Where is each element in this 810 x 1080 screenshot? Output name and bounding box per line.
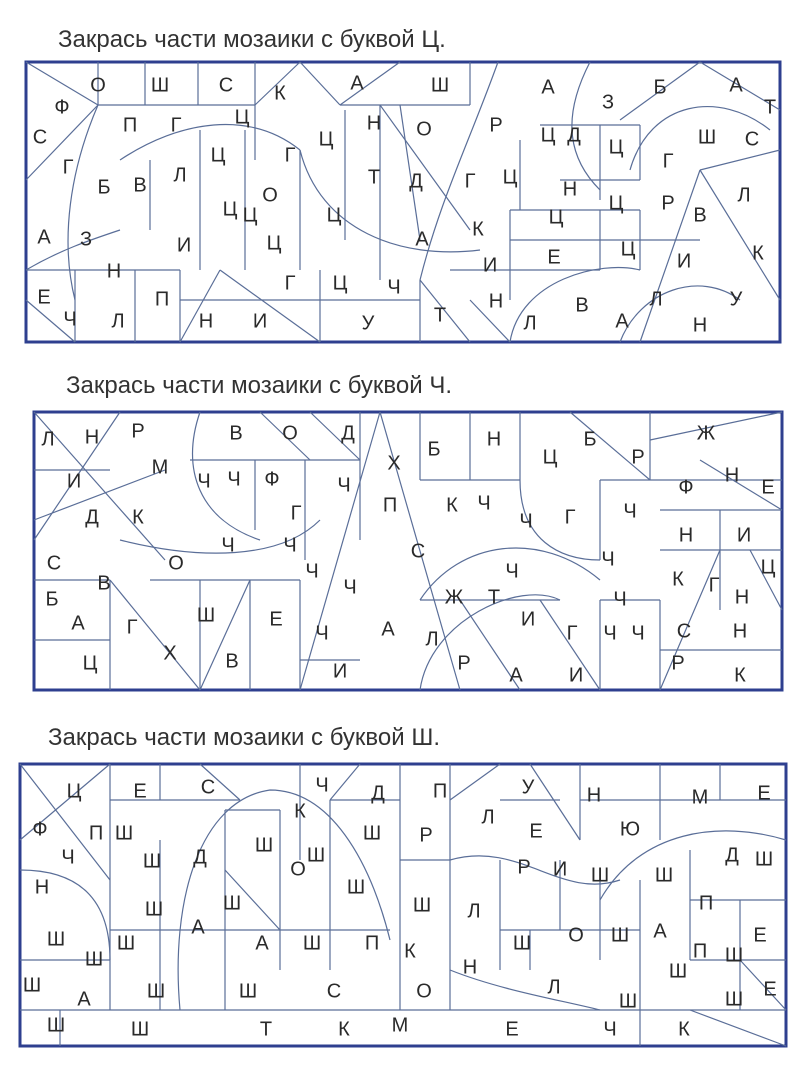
mosaic-2-letter-15: Ч [337, 474, 351, 497]
mosaic-3-letter-16: Л [481, 806, 495, 829]
mosaic-2-letter-27: Ч [477, 492, 491, 515]
mosaic-2-letter-44: К [672, 568, 684, 591]
mosaic-3-letter-0: Ц [66, 780, 82, 803]
mosaic-3-letter-31: Ш [144, 898, 164, 921]
mosaic-2-letter-4: О [282, 422, 298, 445]
mosaic-2-letter-49: Ч [613, 588, 627, 611]
mosaic-2-letter-25: П [382, 494, 398, 517]
mosaic-2-letter-24: Г [290, 502, 302, 525]
mosaic-2-letter-18: Р [631, 446, 645, 469]
mosaic-1-letter-44: Ц [326, 204, 342, 227]
mosaic-2-letter-70: И [568, 664, 584, 687]
mosaic-3-letter-36: Ш [654, 864, 674, 887]
mosaic-1-letter-19: Р [489, 114, 503, 137]
mosaic-2-letter-3: В [229, 422, 243, 445]
mosaic-3-letter-43: П [364, 932, 380, 955]
mosaic-1-letter-61: Е [37, 286, 51, 309]
mosaic-1-letter-18: О [416, 118, 432, 141]
mosaic-2-letter-17: Ц [542, 446, 558, 469]
mosaic-3-letter-64: Е [763, 978, 777, 1001]
mosaic-1-letter-46: Ц [548, 206, 564, 229]
mosaic-1-letter-11: Ф [54, 96, 70, 119]
mosaic-3-letter-3: Ч [315, 774, 329, 797]
mosaic-2-letter-10: И [66, 470, 82, 493]
mosaic-1-letter-51: А [37, 226, 51, 249]
mosaic-3-letter-20: Ш [142, 850, 162, 873]
mosaic-2-letter-1: Н [84, 426, 100, 449]
mosaic-3-letter-12: Ш [114, 822, 134, 845]
mosaic-3-letter-68: К [338, 1018, 350, 1041]
mosaic-3-letter-14: Ш [362, 822, 382, 845]
mosaic-2-letter-16: Х [387, 452, 401, 475]
mosaic-1-letter-70: И [252, 310, 268, 333]
mosaic-2-letter-29: Г [564, 506, 576, 529]
mosaic-3-letter-6: У [521, 776, 535, 799]
mosaic-3-letter-23: Ш [306, 844, 326, 867]
mosaic-2-letter-60: Г [126, 616, 138, 639]
mosaic-1-letter-7: З [601, 91, 615, 114]
mosaic-1-letter-34: Г [464, 170, 476, 193]
mosaic-3-letter-11: П [88, 822, 104, 845]
mosaic-1-letter-9: А [729, 74, 743, 97]
mosaic-2-letter-5: Д [341, 422, 355, 445]
mosaic-3-letter-52: Ш [724, 944, 744, 967]
mosaic-1-letter-49: И [176, 234, 192, 257]
mosaic-2-letter-41: В [97, 572, 111, 595]
mosaic-2-letter-63: А [381, 618, 395, 641]
mosaic-2-letter-8: Б [583, 428, 597, 451]
mosaic-2-letter-31: Н [678, 524, 694, 547]
mosaic-3-letter-71: Ч [603, 1018, 617, 1041]
mosaic-2-frame [34, 412, 782, 690]
mosaic-1-letter-63: Н [198, 310, 214, 333]
mosaic-3-letter-65: Ш [46, 1014, 66, 1037]
mosaic-3-letter-56: Ш [146, 980, 166, 1003]
mosaic-2-lines [34, 412, 782, 690]
mosaic-1-letter-73: Л [523, 312, 537, 335]
mosaic-2-letter-11: М [151, 456, 169, 479]
mosaic-1-letter-74: А [615, 310, 629, 333]
mosaic-3-letter-51: П [692, 940, 708, 963]
mosaic-3-letter-63: Ш [724, 988, 744, 1011]
mosaic-2-letter-38: Ч [305, 560, 319, 583]
mosaic-1-letter-39: Р [661, 192, 675, 215]
mosaic-1-letter-66: У [729, 288, 743, 311]
mosaic-1-letter-41: Л [737, 184, 751, 207]
mosaic-3-letter-34: Л [467, 900, 481, 923]
mosaic-2-letter-23: К [132, 506, 144, 529]
mosaic-1-letter-12: С [32, 126, 48, 149]
mosaic-2-letter-54: И [520, 608, 536, 631]
mosaic-1-letter-38: Г [662, 150, 674, 173]
mosaic-2-letter-35: Ч [283, 534, 297, 557]
mosaic-3-letter-5: П [432, 780, 448, 803]
mosaic-2-letter-46: Н [734, 586, 750, 609]
mosaic-3-letter-29: Ш [754, 848, 774, 871]
mosaic-2-letter-36: С [46, 552, 62, 575]
mosaic-2-letter-26: К [446, 494, 458, 517]
mosaic-3-letter-17: Е [529, 820, 543, 843]
mosaic-1-letter-67: Ч [387, 276, 401, 299]
mosaic-2-letter-6: Б [427, 438, 441, 461]
mosaic-1-letter-36: Н [562, 178, 578, 201]
mosaic-1-letter-10: Т [763, 96, 777, 119]
mosaic-1-letter-45: К [472, 218, 484, 241]
mosaic-2-letter-53: Е [269, 608, 283, 631]
mosaic-1-letter-21: Д [567, 124, 581, 147]
mosaic-3-letter-61: Ш [668, 960, 688, 983]
mosaic-2-letter-20: Н [724, 464, 740, 487]
mosaic-1-letter-65: Л [649, 288, 663, 311]
mosaic-3-letter-25: Ш [346, 876, 366, 899]
mosaic-2-letter-28: Ч [519, 510, 533, 533]
mosaic-2-letter-40: Ц [760, 556, 776, 579]
mosaic-2-letter-12: Ч [197, 470, 211, 493]
mosaic-1-letter-33: Д [409, 170, 423, 193]
mosaic-1-letter-47: А [415, 228, 429, 251]
mosaic-3-letter-47: Ш [512, 932, 532, 955]
mosaic-1-letter-59: Ц [332, 272, 348, 295]
mosaic-2-letter-37: О [168, 552, 184, 575]
mosaic-1-letter-13: П [122, 114, 138, 137]
mosaic-3-letter-57: Ш [238, 980, 258, 1003]
mosaic-2-letter-34: Ч [221, 534, 235, 557]
mosaic-2-letter-71: Р [671, 652, 685, 675]
mosaic-2-letter-32: И [736, 524, 752, 547]
mosaic-3-letter-62: Ш [618, 990, 638, 1013]
mosaic-3-letter-41: А [255, 932, 269, 955]
mosaic-2-letter-58: С [676, 620, 692, 643]
mosaic-3-letter-46: Ш [84, 948, 104, 971]
mosaic-3-letter-50: А [653, 920, 667, 943]
mosaic-1-letter-54: Ц [620, 238, 636, 261]
mosaic-1-letter-55: И [676, 250, 692, 273]
mosaic-3-letter-27: И [552, 858, 568, 881]
mosaic-2-letter-72: К [734, 664, 746, 687]
mosaic-1-letter-16: Ц [318, 128, 334, 151]
mosaic-3-letter-60: Л [547, 976, 561, 999]
mosaic-3-letter-32: Ш [222, 892, 242, 915]
mosaic-1-letter-62: П [154, 288, 170, 311]
mosaic-1-letter-4: А [350, 72, 364, 95]
mosaic-3-letter-30: Н [34, 876, 50, 899]
mosaic-3-letter-53: Е [753, 924, 767, 947]
mosaic-3-letter-22: Ш [254, 834, 274, 857]
mosaic-3-letter-10: Ф [32, 818, 48, 841]
mosaic-2-letter-30: Ч [623, 500, 637, 523]
mosaic-3 [20, 764, 786, 1046]
mosaic-1-letter-24: С [744, 128, 760, 151]
mosaic-2-letter-7: Н [486, 428, 502, 451]
mosaic-2-letter-42: Ч [343, 576, 357, 599]
mosaic-1-letter-75: Н [692, 314, 708, 337]
mosaic-3-letter-15: Р [419, 824, 433, 847]
mosaic-2-letter-21: Е [761, 476, 775, 499]
mosaic-1-letter-32: Т [367, 166, 381, 189]
mosaic-1-letter-69: Н [488, 290, 504, 313]
mosaic-2-letter-2: Р [131, 420, 145, 443]
mosaic-2-letter-65: Ц [82, 652, 98, 675]
mosaic-1-letter-25: Г [62, 156, 74, 179]
mosaic-3-letter-33: Ш [412, 894, 432, 917]
mosaic-3-letter-13: К [294, 800, 306, 823]
mosaic-3-letter-2: С [200, 776, 216, 799]
mosaic-3-letter-21: Д [193, 846, 207, 869]
mosaic-2-letter-56: Ч [603, 622, 617, 645]
mosaic-1-letter-72: Т [433, 304, 447, 327]
mosaic-2-letter-48: Т [487, 586, 501, 609]
mosaic-1-letter-37: Ц [608, 192, 624, 215]
mosaic-1-letter-48: З [79, 228, 93, 251]
mosaic-1-letter-64: В [575, 294, 589, 317]
mosaic-1-letter-42: О [262, 184, 278, 207]
mosaic-2-letter-55: Г [566, 622, 578, 645]
mosaic-3-letter-49: Ш [610, 924, 630, 947]
instruction-title-2: Закрась части мозаики с буквой Ч. [66, 372, 452, 399]
mosaic-3-letter-54: Ш [22, 974, 42, 997]
mosaic-1-letter-3: К [274, 82, 286, 105]
mosaic-3-letter-39: А [191, 916, 205, 939]
mosaic-1-letter-43: Ц [222, 198, 238, 221]
mosaic-3-letter-44: К [404, 940, 416, 963]
mosaic-1-letter-53: Е [547, 246, 561, 269]
mosaic-3-letter-18: Ю [619, 818, 641, 841]
mosaic-3-letter-1: Е [133, 780, 147, 803]
mosaic-1-letter-23: Ш [697, 126, 717, 149]
mosaic-2-letter-33: С [410, 540, 426, 563]
mosaic-2-letter-68: Р [457, 652, 471, 675]
mosaic-1-letter-57: Н [106, 260, 122, 283]
mosaic-3-letter-58: С [326, 980, 342, 1003]
mosaic-2-letter-39: Ч [505, 560, 519, 583]
mosaic-3-letter-7: Н [586, 784, 602, 807]
mosaic-1-letter-30: Г [284, 144, 296, 167]
instruction-title-1: Закрась части мозаики с буквой Ц. [58, 26, 446, 53]
mosaic-3-letter-28: Д [725, 844, 739, 867]
mosaic-3-letter-45: Н [462, 956, 478, 979]
mosaic-1-letter-26: Б [97, 176, 111, 199]
mosaic-2-letter-43: Ч [601, 548, 615, 571]
mosaic-2-letter-61: Х [163, 642, 177, 665]
instruction-title-3: Закрась части мозаики с буквой Ш. [48, 724, 440, 751]
mosaic-3-letter-35: Ш [590, 864, 610, 887]
mosaic-1-letter-14: Г [170, 114, 182, 137]
mosaic-1-letter-60: Ч [63, 308, 77, 331]
mosaic-3-letter-55: А [77, 988, 91, 1011]
mosaic-3-letter-4: Д [371, 782, 385, 805]
mosaic-1-letter-5: Ш [430, 74, 450, 97]
mosaic-3-letter-69: М [391, 1014, 409, 1037]
mosaic-2 [34, 412, 782, 690]
mosaic-3-letter-72: К [678, 1018, 690, 1041]
mosaic-3-letter-48: О [568, 924, 584, 947]
mosaic-1-letter-58: Г [284, 272, 296, 295]
mosaic-2-letter-66: В [225, 650, 239, 673]
mosaic-3-letter-38: Ш [46, 928, 66, 951]
mosaic-1-letter-35: Ц [502, 166, 518, 189]
mosaic-1-letter-8: Б [653, 76, 667, 99]
mosaic-1-letter-0: О [90, 74, 106, 97]
mosaic-3-letter-26: Р [517, 856, 531, 879]
mosaic-1-letter-15: Ц [234, 106, 250, 129]
mosaic-3-letter-9: Е [757, 782, 771, 805]
mosaic-2-letter-47: Ж [444, 586, 464, 609]
mosaic-2-letter-57: Ч [631, 622, 645, 645]
mosaic-1-letter-71: У [361, 312, 375, 335]
mosaic-1-letter-17: Н [366, 112, 382, 135]
mosaic-3-letter-8: М [691, 786, 709, 809]
mosaic-3-frame [20, 764, 786, 1046]
mosaic-2-letter-51: А [71, 612, 85, 635]
mosaic-1-letter-56: К [752, 242, 764, 265]
mosaic-3-letter-42: Ш [302, 932, 322, 955]
mosaic-3-lines [20, 764, 786, 1046]
mosaic-2-letter-64: Л [425, 628, 439, 651]
mosaic-2-letter-22: Д [85, 506, 99, 529]
mosaic-1-letter-68: Л [111, 310, 125, 333]
mosaic-2-letter-19: Ф [678, 476, 694, 499]
mosaic-2-letter-67: И [332, 660, 348, 683]
mosaic-2-letter-0: Л [41, 428, 55, 451]
mosaic-1-letter-2: С [218, 74, 234, 97]
mosaic-1-letter-20: Ц [540, 124, 556, 147]
mosaic-3-letter-70: Е [505, 1018, 519, 1041]
mosaic-3-letter-40: Ш [116, 932, 136, 955]
mosaic-2-letter-59: Н [732, 620, 748, 643]
mosaic-1-letter-22: Ц [608, 136, 624, 159]
mosaic-1-letter-50: Ц [266, 232, 282, 255]
mosaic-2-letter-45: Г [708, 574, 720, 597]
mosaic-3-letter-66: Ш [130, 1018, 150, 1041]
mosaic-2-letter-52: Ш [196, 604, 216, 627]
mosaic-3-letter-59: О [416, 980, 432, 1003]
mosaic-3-letter-19: Ч [61, 846, 75, 869]
mosaic-1-letter-1: Ш [150, 74, 170, 97]
mosaic-3-letter-67: Т [259, 1018, 273, 1041]
mosaic-1-letter-6: А [541, 76, 555, 99]
mosaic-1-letter-28: Л [173, 164, 187, 187]
mosaic-2-letter-9: Ж [696, 422, 716, 445]
mosaic-2-letter-13: Ч [227, 468, 241, 491]
mosaic-1-letter-27: В [133, 174, 147, 197]
mosaic-2-letter-69: А [509, 664, 523, 687]
mosaic-3-letter-24: О [290, 858, 306, 881]
mosaic-3-letter-37: П [698, 892, 714, 915]
mosaic-1-letter-52: И [482, 254, 498, 277]
mosaic-2-letter-62: Ч [315, 622, 329, 645]
mosaic-2-letter-14: Ф [264, 468, 280, 491]
mosaic-1-letter-40: В [693, 204, 707, 227]
mosaic-2-letter-50: Б [45, 588, 59, 611]
mosaic-1-letter-29: Ц [210, 144, 226, 167]
mosaic-1-letter-31: Ц [242, 204, 258, 227]
